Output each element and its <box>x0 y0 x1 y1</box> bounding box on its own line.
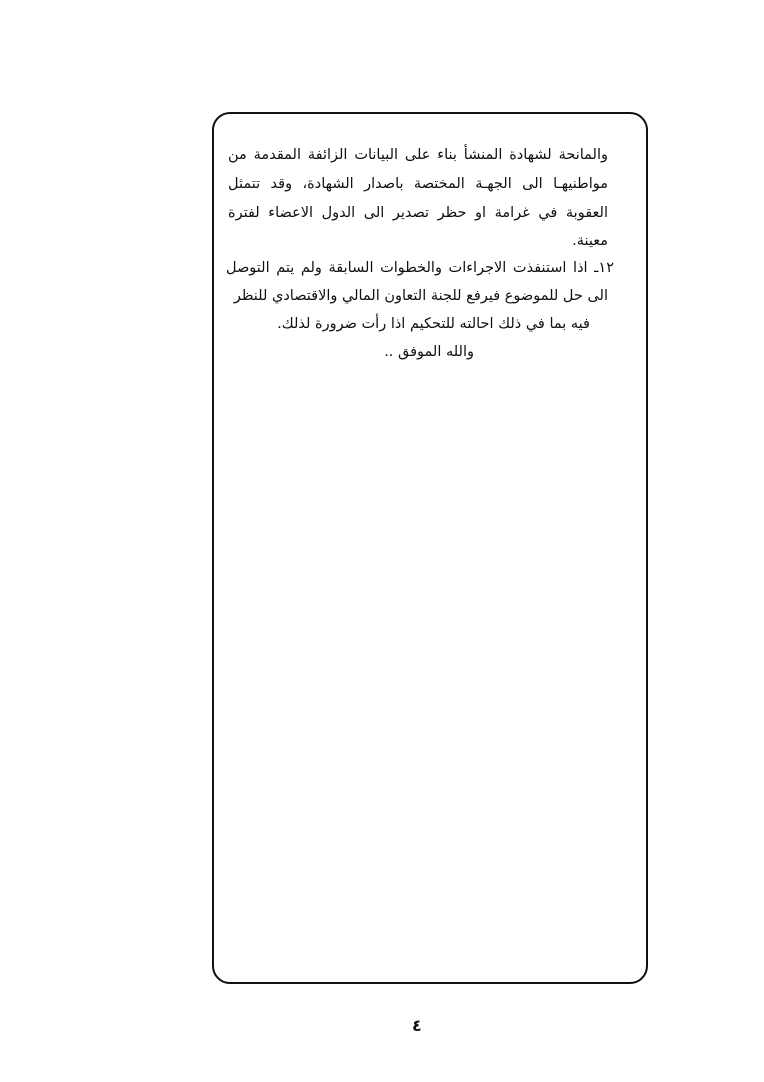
paragraph-line: العقوبة في غرامة او حظر تصدير الى الدول الاعضاء لفترة <box>228 205 608 221</box>
page-number: ٤ <box>412 1016 422 1035</box>
item-12-line: فيه بما في ذلك احالته للتحكيم اذا رأت ضرورة لذلك. <box>277 316 590 332</box>
item-12-line: ١٢ـ اذا استنفذت الاجراءات والخطوات السابقة ولم يتم التوصل <box>226 260 614 276</box>
closing-line: والله الموفق .. <box>384 344 474 360</box>
paragraph-line: معينة. <box>572 233 608 249</box>
paragraph-line: والمانحة لشهادة المنشأ بناء على البيانات الزائفة المقدمة من <box>228 147 608 163</box>
item-12-line: الى حل للموضوع فيرفع للجنة التعاون المالي والاقتصادي للنظر <box>233 288 608 304</box>
paragraph-line: مواطنيهـا الى الجهـة المختصة باصدار الشهادة، وقد تتمثل <box>228 176 608 192</box>
